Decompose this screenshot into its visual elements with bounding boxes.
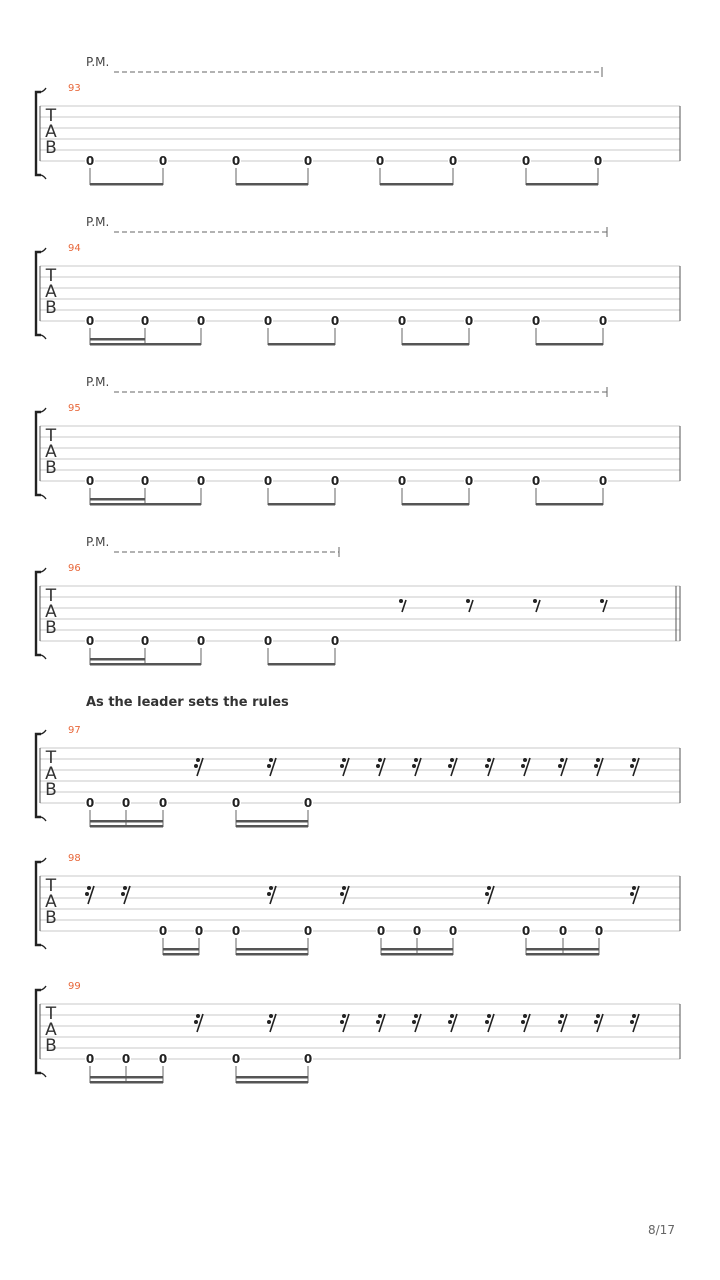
fret-number: 0 — [330, 314, 340, 328]
measure-number: 96 — [68, 563, 81, 574]
rest-flag — [630, 1020, 634, 1024]
rest-flag — [450, 1014, 454, 1018]
fret-number: 0 — [412, 924, 422, 938]
fret-number: 0 — [598, 474, 608, 488]
beam — [402, 343, 469, 346]
beam — [402, 503, 469, 506]
page-number: 8/17 — [648, 1223, 675, 1237]
rest-flag — [632, 758, 636, 762]
beam — [236, 953, 308, 956]
tab-clef-letter: B — [45, 138, 57, 158]
fret-number: 0 — [231, 154, 241, 168]
beam — [526, 948, 599, 951]
rest-flag — [267, 1020, 271, 1024]
fret-number: 0 — [85, 474, 95, 488]
beam — [90, 338, 145, 341]
fret-number: 0 — [85, 1052, 95, 1066]
fret-number: 0 — [598, 314, 608, 328]
fret-number: 0 — [196, 314, 206, 328]
fret-number: 0 — [231, 1052, 241, 1066]
beam — [526, 953, 599, 956]
rest-flag — [560, 758, 564, 762]
tab-clef-letter: A — [45, 442, 57, 462]
fret-number: 0 — [397, 474, 407, 488]
beam — [90, 1076, 163, 1079]
rest-flag — [412, 764, 416, 768]
tab-clef-letter: A — [45, 1020, 57, 1040]
rest-flag — [342, 758, 346, 762]
beam — [90, 183, 163, 186]
fret-number: 0 — [263, 314, 273, 328]
fret-number: 0 — [593, 154, 603, 168]
palm-mute-label: P.M. — [86, 215, 110, 229]
rest-flag — [450, 758, 454, 762]
rest-flag — [196, 758, 200, 762]
rest-flag — [448, 764, 452, 768]
beam — [268, 503, 335, 506]
tab-clef-letter: T — [45, 586, 57, 606]
fret-number: 0 — [303, 1052, 313, 1066]
rest-flag — [487, 1014, 491, 1018]
beam — [163, 953, 199, 956]
fret-number: 0 — [231, 924, 241, 938]
rest-flag — [342, 886, 346, 890]
rest-flag — [340, 764, 344, 768]
fret-number: 0 — [140, 314, 150, 328]
fret-number: 0 — [330, 474, 340, 488]
fret-number: 0 — [263, 634, 273, 648]
fret-number: 0 — [231, 796, 241, 810]
rest-flag — [85, 892, 89, 896]
tab-clef-letter: B — [45, 908, 57, 928]
fret-number: 0 — [464, 474, 474, 488]
measure-number: 93 — [68, 83, 81, 94]
rest-flag — [121, 892, 125, 896]
palm-mute-label: P.M. — [86, 375, 110, 389]
beam — [236, 948, 308, 951]
fret-number: 0 — [397, 314, 407, 328]
beam — [90, 503, 201, 506]
section-annotation: As the leader sets the rules — [86, 695, 289, 710]
tab-clef-letter: A — [45, 282, 57, 302]
beam — [163, 948, 199, 951]
rest-flag — [267, 764, 271, 768]
rest-flag — [521, 764, 525, 768]
rest-flag — [414, 1014, 418, 1018]
beam — [268, 343, 335, 346]
rest-flag — [600, 599, 604, 603]
beam — [90, 825, 163, 828]
fret-number: 0 — [375, 154, 385, 168]
fret-number: 0 — [531, 474, 541, 488]
beam — [381, 948, 453, 951]
fret-number: 0 — [303, 796, 313, 810]
fret-number: 0 — [158, 924, 168, 938]
beam — [536, 343, 603, 346]
beam — [380, 183, 453, 186]
rest-flag — [269, 758, 273, 762]
rest-flag — [596, 1014, 600, 1018]
beam — [381, 953, 453, 956]
tab-clef-letter: T — [45, 106, 57, 126]
rest-flag — [533, 599, 537, 603]
rest-flag — [194, 1020, 198, 1024]
tab-clef-letter: T — [45, 1004, 57, 1024]
tab-clef-letter: T — [45, 876, 57, 896]
beam — [90, 343, 201, 346]
tab-clef-letter: A — [45, 602, 57, 622]
tab-clef-letter: A — [45, 122, 57, 142]
rest-flag — [521, 1020, 525, 1024]
rest-flag — [594, 1020, 598, 1024]
fret-number: 0 — [140, 634, 150, 648]
rest-flag — [485, 764, 489, 768]
beam — [90, 658, 145, 661]
fret-number: 0 — [594, 924, 604, 938]
fret-number: 0 — [531, 314, 541, 328]
rest-flag — [269, 886, 273, 890]
fret-number: 0 — [521, 924, 531, 938]
fret-number: 0 — [196, 634, 206, 648]
beam — [90, 820, 163, 823]
fret-number: 0 — [85, 314, 95, 328]
beam — [236, 825, 308, 828]
tab-clef-letter: A — [45, 892, 57, 912]
fret-number: 0 — [303, 154, 313, 168]
tab-clef-letter: T — [45, 266, 57, 286]
tab-clef-letter: T — [45, 748, 57, 768]
fret-number: 0 — [85, 796, 95, 810]
rest-flag — [523, 758, 527, 762]
rest-flag — [376, 764, 380, 768]
measure-number: 94 — [68, 243, 81, 254]
rest-flag — [487, 758, 491, 762]
fret-number: 0 — [263, 474, 273, 488]
rest-flag — [194, 764, 198, 768]
measure-number: 99 — [68, 981, 81, 992]
rest-flag — [448, 1020, 452, 1024]
fret-number: 0 — [121, 1052, 131, 1066]
tab-clef-letter: B — [45, 298, 57, 318]
fret-number: 0 — [464, 314, 474, 328]
rest-flag — [558, 764, 562, 768]
rest-flag — [340, 892, 344, 896]
tab-clef-letter: T — [45, 426, 57, 446]
rest-flag — [342, 1014, 346, 1018]
palm-mute-label: P.M. — [86, 55, 110, 69]
fret-number: 0 — [158, 1052, 168, 1066]
fret-number: 0 — [85, 634, 95, 648]
rest-flag — [632, 1014, 636, 1018]
rest-flag — [466, 599, 470, 603]
fret-number: 0 — [558, 924, 568, 938]
beam — [236, 183, 308, 186]
rest-flag — [378, 1014, 382, 1018]
tab-clef-letter: B — [45, 780, 57, 800]
rest-flag — [399, 599, 403, 603]
rest-flag — [267, 892, 271, 896]
rest-flag — [630, 764, 634, 768]
fret-number: 0 — [158, 796, 168, 810]
fret-number: 0 — [140, 474, 150, 488]
rest-flag — [378, 758, 382, 762]
tab-clef-letter: B — [45, 458, 57, 478]
measure-number: 97 — [68, 725, 81, 736]
rest-flag — [485, 892, 489, 896]
fret-number: 0 — [303, 924, 313, 938]
rest-flag — [87, 886, 91, 890]
fret-number: 0 — [194, 924, 204, 938]
fret-number: 0 — [521, 154, 531, 168]
beam — [90, 498, 145, 501]
tab-clef-letter: B — [45, 1036, 57, 1056]
rest-flag — [196, 1014, 200, 1018]
fret-number: 0 — [196, 474, 206, 488]
beam — [268, 663, 335, 666]
beam — [90, 663, 201, 666]
beam — [90, 1081, 163, 1084]
rest-flag — [523, 1014, 527, 1018]
measure-number: 95 — [68, 403, 81, 414]
rest-flag — [412, 1020, 416, 1024]
fret-number: 0 — [448, 924, 458, 938]
rest-flag — [414, 758, 418, 762]
palm-mute-label: P.M. — [86, 535, 110, 549]
fret-number: 0 — [330, 634, 340, 648]
fret-number: 0 — [448, 154, 458, 168]
beam — [236, 820, 308, 823]
fret-number: 0 — [158, 154, 168, 168]
tab-clef-letter: B — [45, 618, 57, 638]
rest-flag — [123, 886, 127, 890]
beam — [526, 183, 598, 186]
tab-clef-letter: A — [45, 764, 57, 784]
fret-number: 0 — [85, 154, 95, 168]
fret-number: 0 — [376, 924, 386, 938]
rest-flag — [632, 886, 636, 890]
rest-flag — [630, 892, 634, 896]
rest-flag — [376, 1020, 380, 1024]
rest-flag — [596, 758, 600, 762]
fret-number: 0 — [121, 796, 131, 810]
beam — [236, 1076, 308, 1079]
rest-flag — [485, 1020, 489, 1024]
measure-number: 98 — [68, 853, 81, 864]
beam — [536, 503, 603, 506]
rest-flag — [594, 764, 598, 768]
rest-flag — [560, 1014, 564, 1018]
rest-flag — [487, 886, 491, 890]
rest-flag — [269, 1014, 273, 1018]
beam — [236, 1081, 308, 1084]
rest-flag — [558, 1020, 562, 1024]
rest-flag — [340, 1020, 344, 1024]
